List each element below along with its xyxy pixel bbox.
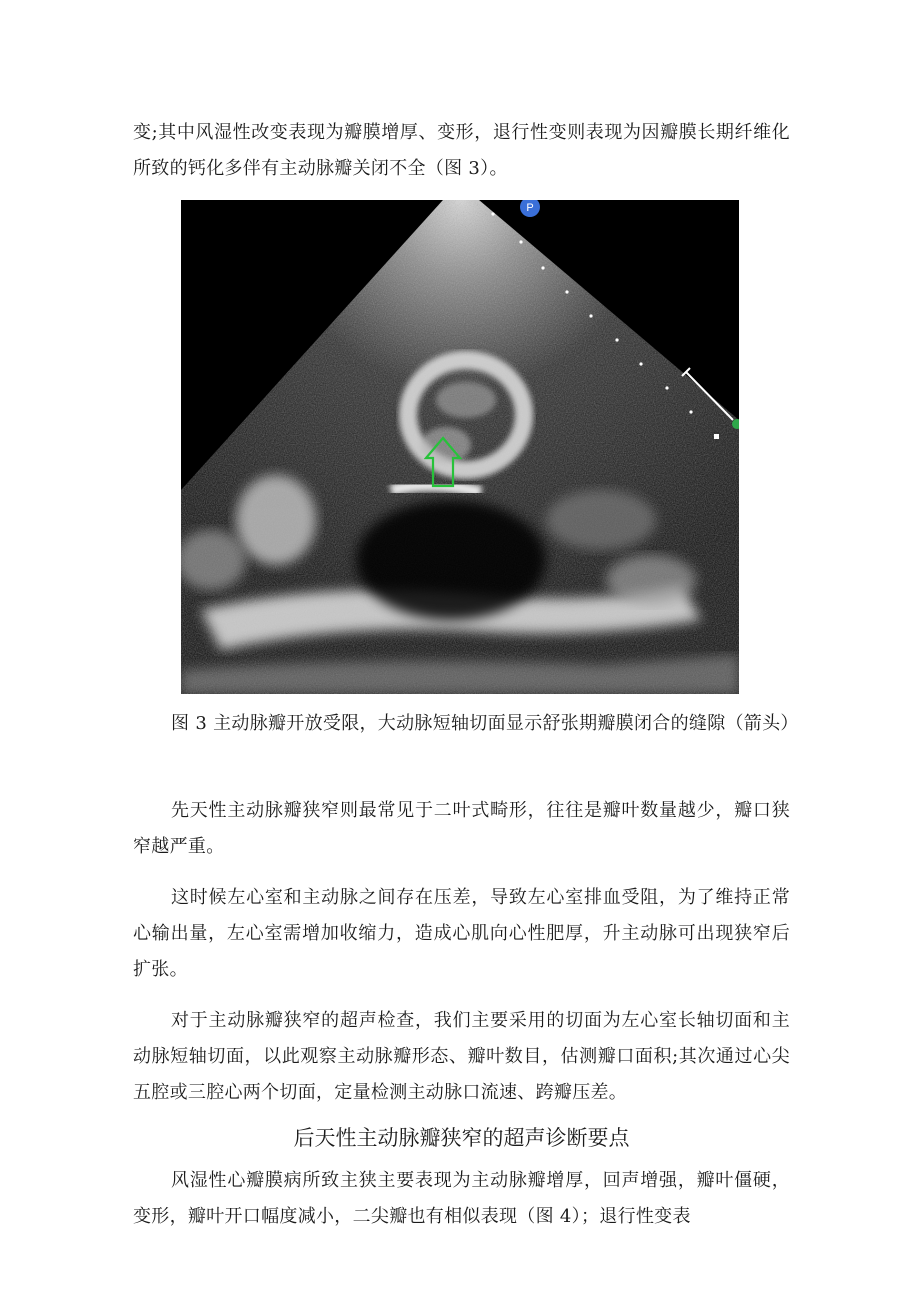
figure-caption: 图 3 主动脉瓣开放受限，大动脉短轴切面显示舒张期瓣膜闭合的缝隙（箭头） [171,713,799,734]
paragraph-congenital: 先天性主动脉瓣狭窄则最常见于二叶式畸形，往往是瓣叶数量越少，瓣口狭窄越严重。 [133,800,790,857]
paragraph-pressure-gradient: 这时候左心室和主动脉之间存在压差，导致左心室排血受阻，为了维持正常心输出量，左心室需增加收缩力，造成心肌向心性肥厚，升主动脉可出现狭窄后扩张。 [133,887,790,980]
svg-text:P: P [526,202,534,214]
echocardiogram-figure [181,200,739,694]
paragraph-ultrasound-exam: 对于主动脉瓣狭窄的超声检查，我们主要采用的切面为左心室长轴切面和主动脉短轴切面，以此观察主动脉瓣形态、瓣叶数目，估测瓣口面积;其次通过心尖五腔或三腔心两个切面，定量检测主动脉口流速、跨瓣压差。 [133,1010,790,1103]
paragraph-intro: 变;其中风湿性改变表现为瓣膜增厚、变形，退行性变则表现为因瓣膜长期纤维化所致的钙化多伴有主动脉瓣关闭不全（图 3）。 [133,122,790,179]
paragraph-rheumatic: 风湿性心瓣膜病所致主狭主要表现为主动脉瓣增厚，回声增强，瓣叶僵硬，变形，瓣叶开口幅度减小，二尖瓣也有相似表现（图 4）；退行性变表 [133,1170,790,1227]
section-heading: 后天性主动脉瓣狭窄的超声诊断要点 [293,1126,630,1150]
